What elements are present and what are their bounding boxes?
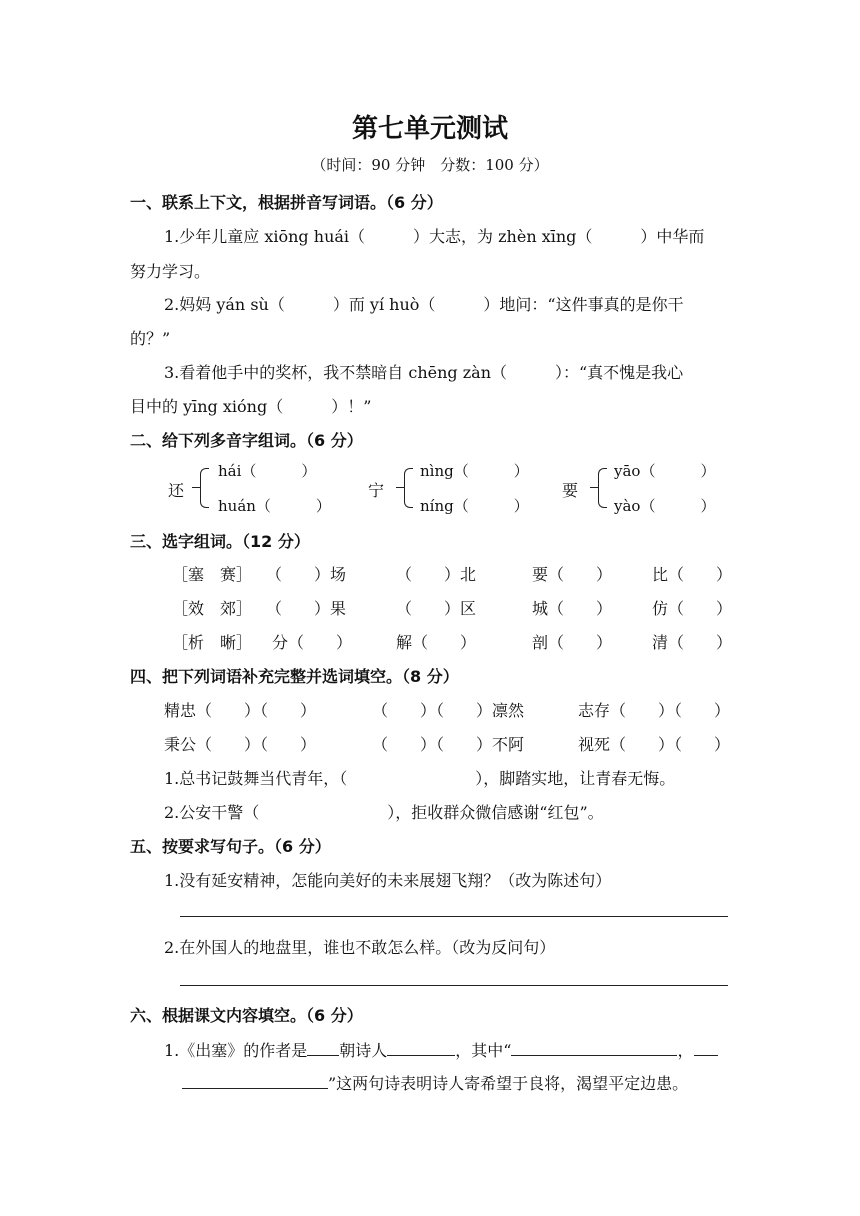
polyphone-ning-top: nìng（ ） (420, 462, 529, 480)
s4-row2-w2: （ ）（ ）不阿 (372, 735, 525, 754)
blank-poet[interactable] (387, 1054, 455, 1056)
s1-q2-line2: 的？” (130, 329, 171, 348)
page-title: 第七单元测试 (351, 114, 508, 144)
s4-q2: 2.公安干警（ ），拒收群众微信感谢“红包”。 (164, 803, 604, 822)
s6-q1-part1: 1.《出塞》的作者是 (164, 1041, 308, 1060)
s3-row2-c4: 仿（ ） (652, 599, 733, 618)
answer-line-2[interactable] (180, 985, 728, 986)
s3-row3-c4: 清（ ） (652, 633, 733, 652)
brace-icon-tick (396, 487, 404, 488)
s3-row1-c3: 要（ ） (532, 565, 613, 584)
s3-row3-c2: 解（ ） (396, 633, 477, 652)
s6-q1-part5: ”这两句诗表明诗人寄希望于良将，渴望平定边患。 (328, 1074, 689, 1093)
brace-icon-tick (590, 487, 598, 488)
section-4-heading: 四、把下列词语补充完整并选词填空。（8 分） (130, 667, 459, 686)
s6-q1-line2 (182, 1071, 688, 1094)
polyphone-char-huan: 还 (168, 481, 185, 500)
s4-row1-w2: （ ）（ ）凛然 (372, 701, 525, 720)
s1-q3-line1: 3.看着他手中的奖杯，我不禁暗自 chēng zàn（ ）：“真不愧是我心 (164, 363, 684, 382)
section-3-heading: 三、选字组词。（12 分） (130, 532, 310, 551)
brace-icon-tick (192, 487, 200, 488)
s6-q1-line1 (164, 1038, 718, 1061)
s1-q3-line2: 目中的 yīng xióng（ ）！” (130, 397, 372, 416)
polyphone-huan-bottom: huán（ ） (218, 497, 331, 515)
section-2-heading: 二、给下列多音字组词。（6 分） (130, 431, 363, 450)
brace-icon (200, 468, 209, 508)
blank-dynasty[interactable] (307, 1054, 339, 1056)
section-1-heading: 一、联系上下文，根据拼音写词语。（6 分） (130, 193, 443, 212)
s4-q1: 1.总书记鼓舞当代青年，（ ），脚踏实地，让青春无悔。 (164, 769, 676, 788)
s4-row2-w1: 秉公（ ）（ ） (164, 735, 317, 754)
s6-q1-part3: ，其中“ (455, 1041, 512, 1060)
polyphone-yao-top: yāo（ ） (614, 462, 716, 480)
s3-row2-chars: ［效 郊］ (172, 599, 253, 618)
s4-row2-w3: 视死（ ）（ ） (578, 735, 731, 754)
s3-row1-c4: 比（ ） (652, 565, 733, 584)
s3-row2-c3: 城（ ） (532, 599, 613, 618)
s4-row1-w1: 精忠（ ）（ ） (164, 701, 317, 720)
page-subtitle: （时间：90 分钟 分数：100 分） (311, 156, 549, 174)
section-6-heading: 六、根据课文内容填空。（6 分） (130, 1006, 363, 1025)
brace-icon (598, 468, 607, 508)
s3-row2-c1: （ ）果 (266, 599, 347, 618)
s6-q1-part2: 朝诗人 (339, 1041, 388, 1060)
s3-row3-chars: ［析 晰］ (172, 633, 253, 652)
polyphone-huan-top: hái（ ） (218, 462, 317, 480)
s3-row1-chars: ［塞 赛］ (172, 565, 253, 584)
s3-row1-c1: （ ）场 (266, 565, 347, 584)
s1-q2-line1: 2.妈妈 yán sù（ ）而 yí huò（ ）地问：“这件事真的是你干 (164, 295, 684, 314)
s3-row3-c3: 剖（ ） (532, 633, 613, 652)
section-5-heading: 五、按要求写句子。（6 分） (130, 837, 331, 856)
blank-verse-2a[interactable] (694, 1054, 718, 1056)
s5-q1: 1.没有延安精神，怎能向美好的未来展翅飞翔？（改为陈述句） (164, 871, 612, 890)
s3-row1-c2: （ ）北 (396, 565, 477, 584)
s5-q2: 2.在外国人的地盘里，谁也不敢怎么样。（改为反问句） (164, 938, 556, 957)
s3-row2-c2: （ ）区 (396, 599, 477, 618)
s1-q1-line1: 1.少年儿童应 xiōng huái（ ）大志，为 zhèn xīng（ ）中华而 (164, 227, 705, 246)
polyphone-char-ning: 宁 (368, 481, 385, 500)
blank-verse-1[interactable] (511, 1054, 677, 1056)
s1-q1-line2: 努力学习。 (130, 262, 211, 281)
polyphone-yao-bottom: yào（ ） (614, 497, 716, 515)
s4-row1-w3: 志存（ ）（ ） (578, 701, 731, 720)
brace-icon (404, 468, 413, 508)
s6-q1-part4: ， (677, 1041, 694, 1060)
s3-row3-c1: 分（ ） (272, 633, 353, 652)
polyphone-char-yao: 要 (562, 481, 579, 500)
blank-verse-2b[interactable] (182, 1087, 328, 1089)
answer-line-1[interactable] (180, 916, 728, 917)
polyphone-ning-bottom: níng（ ） (420, 497, 529, 515)
